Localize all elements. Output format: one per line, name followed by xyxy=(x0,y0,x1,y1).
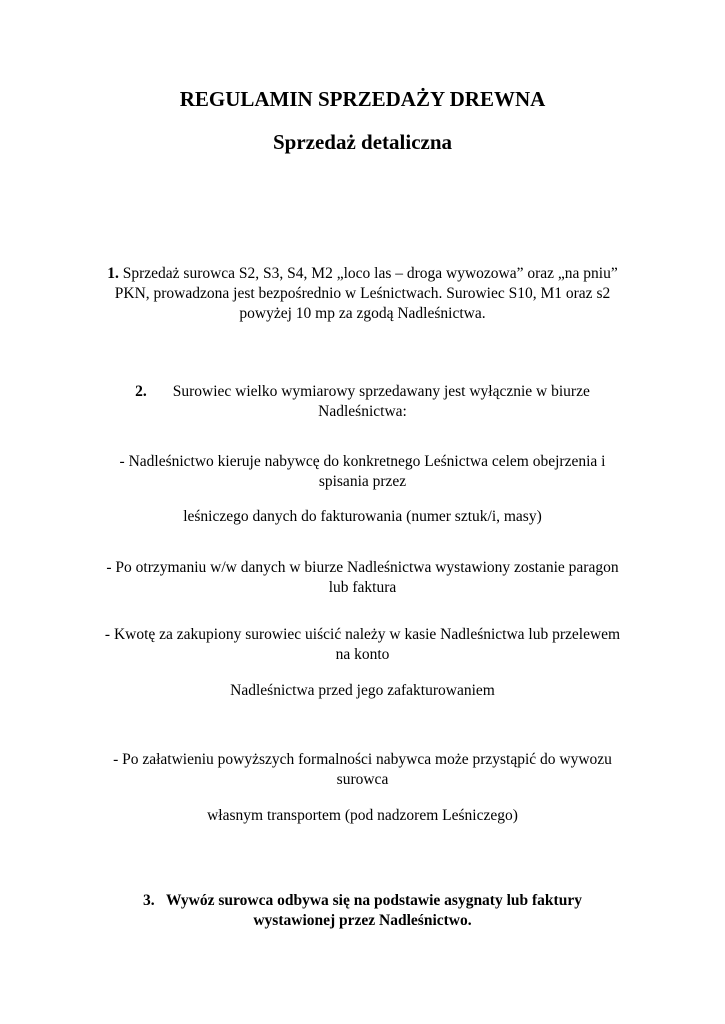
section-2-bullet-4 xyxy=(80,750,645,790)
bullet-2-line-2: lub faktura xyxy=(328,579,397,596)
document-subtitle: Sprzedaż detaliczna xyxy=(272,130,453,154)
section-2-line-1 xyxy=(80,382,645,402)
section-1-paragraph xyxy=(80,264,645,324)
bullet-1-line-2: spisania przez xyxy=(318,473,407,490)
section-2-bullet-4-continuation: własnym transportem (pod nadzorem Leśniczego) xyxy=(207,807,518,824)
section-2-bullet-2 xyxy=(80,558,645,598)
document-title: REGULAMIN SPRZEDAŻY DREWNA xyxy=(179,87,546,111)
section-3-number: 3. xyxy=(143,892,155,909)
section-1-line-1 xyxy=(80,264,645,284)
section-2-line-2: Nadleśnictwa: xyxy=(318,403,407,420)
bullet-3-line-1: - Kwotę za zakupiony surowiec uiścić należy w kasie Nadleśnictwa lub przelewem xyxy=(104,626,621,643)
bullet-4-line-2: surowca xyxy=(336,771,389,788)
section-2-line-1-text: Surowiec wielko wymiarowy sprzedawany jest wyłącznie w biurze xyxy=(172,383,590,400)
section-1-line-3: powyżej 10 mp za zgodą Nadleśnictwa. xyxy=(239,305,486,322)
section-3-line-1 xyxy=(80,891,645,911)
bullet-2-line-1: - Po otrzymaniu w/w danych w biurze Nadleśnictwa wystawiony zostanie paragon xyxy=(106,559,619,576)
section-1-line-2: PKN, prowadzona jest bezpośrednio w Leśnictwach. Surowiec S10, M1 oraz s2 xyxy=(114,285,611,302)
section-1-number: 1. xyxy=(107,265,119,282)
section-2-bullet-1-continuation: leśniczego danych do fakturowania (numer sztuk/i, masy) xyxy=(183,508,542,525)
section-2-bullet-1 xyxy=(80,452,645,492)
section-2-bullet-3 xyxy=(80,625,645,665)
section-1-line-1-text: Sprzedaż surowca S2, S3, S4, M2 „loco las – droga wywozowa” oraz „na pniu” xyxy=(122,265,618,282)
section-2-bullet-3-continuation: Nadleśnictwa przed jego zafakturowaniem xyxy=(230,682,495,699)
bullet-3-line-2: na konto xyxy=(335,646,390,663)
section-2-paragraph xyxy=(80,382,645,422)
bullet-4-line-1: - Po załatwieniu powyższych formalności nabywca może przystąpić do wywozu xyxy=(113,751,612,768)
section-3-paragraph xyxy=(80,891,645,931)
bullet-1-line-1: - Nadleśnictwo kieruje nabywcę do konkretnego Leśnictwa celem obejrzenia i xyxy=(119,453,606,470)
section-2-number: 2. xyxy=(135,383,147,400)
section-3-line-1-text: Wywóz surowca odbywa się na podstawie asygnaty lub faktury xyxy=(166,892,582,909)
section-3-line-2: wystawionej przez Nadleśnictwo. xyxy=(253,912,472,929)
